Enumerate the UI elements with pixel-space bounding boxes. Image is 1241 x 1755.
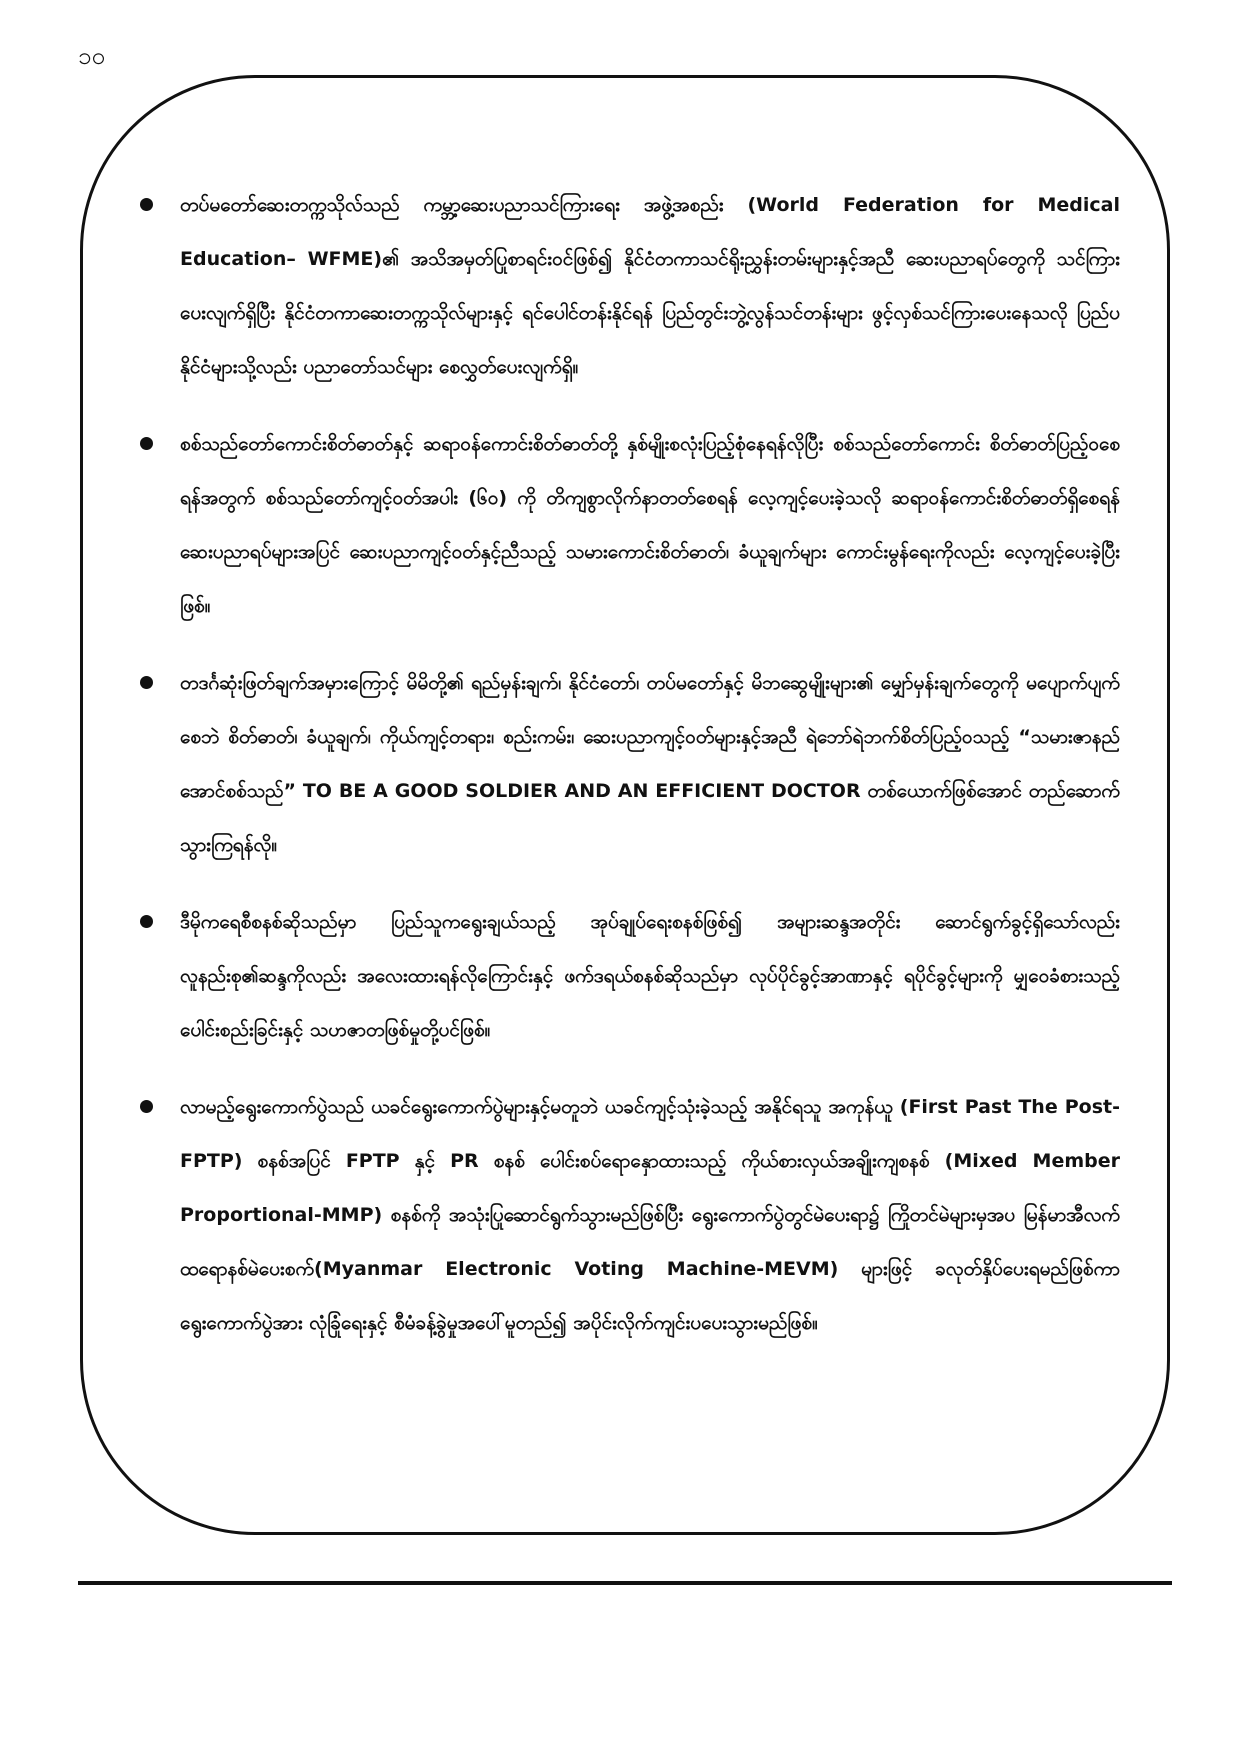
list-item — [140, 656, 1120, 872]
bullet-text: စစ်သည်တော်ကောင်းစိတ်ဓာတ်နှင့် ဆရာဝန်ကောင်းစိတ်ဓာတ်တို့ နှစ်မျိုးစလုံးပြည့်စုံနေရန်လိုပြီး စစ်သည်တော်ကောင်း စိတ်ဓာတ်ပြည့်ဝစေရန်အတွက် စစ်သည်တော်ကျင့်ဝတ်အပါး (၆၀) ကို တိကျစွာလိုက်နာတတ်စေရန် လေ့ကျင့်ပေးခဲ့သလို ဆရာဝန်ကောင်းစိတ်ဓာတ်ရှိစေရန် ဆေးပညာရပ်များအပြင် ဆေးပညာကျင့်ဝတ်နှင့်ညီသည့် သမားကောင်းစိတ်ဓာတ်၊ ခံယူချက်များ ကောင်းမွန်ရေးကိုလည်း လေ့ကျင့်ပေးခဲ့ပြီးဖြစ်။ — [180, 433, 1120, 617]
bullet-icon — [140, 437, 153, 450]
bullet-icon — [140, 915, 153, 928]
list-item — [140, 417, 1120, 633]
list-item — [140, 1080, 1120, 1350]
bullet-list — [140, 178, 1120, 1373]
bullet-text: လာမည့်ရွေးကောက်ပွဲသည် ယခင်ရွေးကောက်ပွဲများနှင့်မတူဘဲ ယခင်ကျင့်သုံးခဲ့သည့် အနိုင်ရသူ အကုန်ယူ (First Past The Post-FPTP) စနစ်အပြင် FPTP နှင့် PR စနစ် ပေါင်းစပ်ရောနှောထားသည့် ကိုယ်စားလှယ်အချိုးကျစနစ် (Mixed Member Proportional-MMP) စနစ်ကို အသုံးပြုဆောင်ရွက်သွားမည်ဖြစ်ပြီး ရွေးကောက်ပွဲတွင်မဲပေးရာ၌ ကြိုတင်မဲများမှအပ မြန်မာအီလက်ထရောနစ်မဲပေးစက်(Myanmar Electronic Voting Machine-MEVM) များဖြင့် ခလုတ်နှိပ်ပေးရမည်ဖြစ်ကာ ရွေးကောက်ပွဲအား လုံခြုံရေးနှင့် စီမံခန့်ခွဲမှုအပေါ်မူတည်၍ အပိုင်းလိုက်ကျင်းပပေးသွားမည်ဖြစ်။ — [180, 1096, 1120, 1334]
bullet-text: တဒင်္ဂဆုံးဖြတ်ချက်အမှားကြောင့် မိမိတို့၏ ရည်မှန်းချက်၊ နိုင်ငံတော်၊ တပ်မတော်နှင့် မိဘဆွေမျိုးများ၏ မျှော်မှန်းချက်တွေကို မပျောက်ပျက်စေဘဲ စိတ်ဓာတ်၊ ခံယူချက်၊ ကိုယ်ကျင့်တရား၊ စည်းကမ်း၊ ဆေးပညာကျင့်ဝတ်များနှင့်အညီ ရဲဘော်ရဲဘက်စိတ်ပြည့်ဝသည့် “သမားဇာနည်အောင်စစ်သည်” TO BE A GOOD SOLDIER AND AN EFFICIENT DOCTOR တစ်ယောက်ဖြစ်အောင် တည်ဆောက်သွားကြရန်လို။ — [180, 672, 1120, 856]
bullet-text: ဒီမိုကရေစီစနစ်ဆိုသည်မှာ ပြည်သူကရွေးချယ်သည့် အုပ်ချုပ်ရေးစနစ်ဖြစ်၍ အများဆန္ဒအတိုင်း ဆောင်ရွက်ခွင့်ရှိသော်လည်း လူနည်းစု၏ဆန္ဒကိုလည်း အလေးထားရန်လိုကြောင်းနှင့် ဖက်ဒရယ်စနစ်ဆိုသည်မှာ လုပ်ပိုင်ခွင့်အာဏာနှင့် ရပိုင်ခွင့်များကို မျှဝေခံစားသည့် ပေါင်းစည်းခြင်းနှင့် သဟဇာတဖြစ်မှုတို့ပင်ဖြစ်။ — [180, 911, 1120, 1041]
bottom-divider — [78, 1581, 1172, 1585]
bullet-icon — [140, 1100, 153, 1113]
page-number: ၁၀ — [78, 42, 105, 70]
bullet-icon — [140, 198, 153, 211]
list-item — [140, 178, 1120, 394]
bullet-icon — [140, 676, 153, 689]
bullet-text: တပ်မတော်ဆေးတက္ကသိုလ်သည် ကမ္ဘာ့ဆေးပညာသင်ကြားရေး အဖွဲ့အစည်း (World Federation for Medical Education– WFME)၏ အသိအမှတ်ပြုစာရင်းဝင်ဖြစ်၍ နိုင်ငံတကာသင်ရိုးညွှန်းတမ်းများနှင့်အညီ ဆေးပညာရပ်တွေကို သင်ကြားပေးလျက်ရှိပြီး နိုင်ငံတကာဆေးတက္ကသိုလ်များနှင့် ရင်ပေါင်တန်းနိုင်ရန် ပြည်တွင်းဘွဲ့လွန်သင်တန်းများ ဖွင့်လှစ်သင်ကြားပေးနေသလို ပြည်ပနိုင်ငံများသို့လည်း ပညာတော်သင်များ စေလွှတ်ပေးလျက်ရှိ။ — [180, 194, 1120, 378]
list-item — [140, 895, 1120, 1057]
